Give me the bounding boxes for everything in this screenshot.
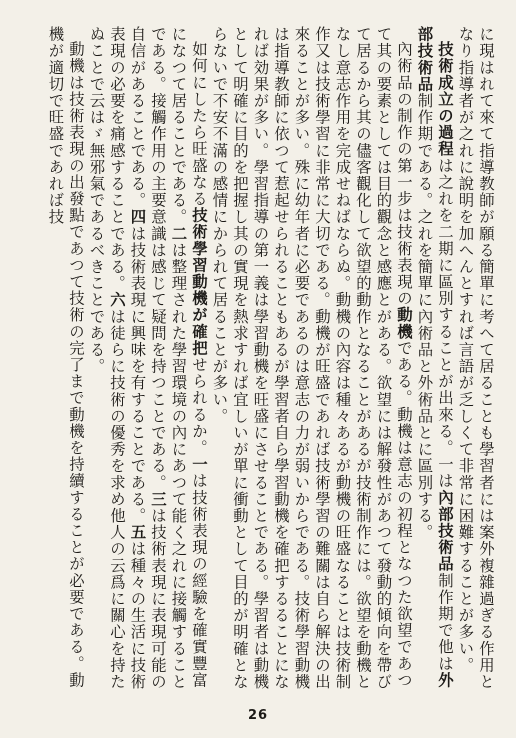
text-run: 制作期で他は bbox=[436, 572, 454, 673]
text-run: 動機は技術表現の出發點であつて技術の完了まで動機を持續することが必要である。動機が適切で旺盛であれば技 bbox=[46, 26, 85, 689]
text-run: せられるか。 bbox=[190, 356, 208, 457]
text-run: は整理された學習環境の內にあつて能く之れに接觸することである。接觸作用の主要意識は感じて疑問を持つことである。 bbox=[149, 26, 188, 691]
paragraph bbox=[455, 26, 496, 694]
text-run: は技術表現に表現可能の自信があることである。 bbox=[128, 26, 167, 691]
text-run: は技術表現に興味を有することである。 bbox=[128, 225, 147, 525]
bold-term: 五 bbox=[128, 524, 147, 541]
text-run: である。動機は意志の初程となつた欲望であつて其の要素としては目的觀念と感應とがある。欲望には解發性があつて發動的傾向を帶びて居るから其の儘客觀化して欲望的動作となることがあるが技術制作には。欲望を動機となし意志作用を完成せねばならぬ。動機の內容は種々あるが動機の旺盛なることは技術制作又は技術學習に非常に大切である。動機が旺盛であれば技術學習の難關は自ら解決の出來ることが多い。殊に幼年者に必要であるのは意志の力が弱いからである。技術學習動機は指導教師に依つて惹起せられることもあるが學習者自ら學習動機を確把するることになれば効果が多い。學習指導の第一義は學習動機を旺盛にさせることである。學習者は動機として明確に目的を把握し其の實現を熱求すれば宜しいが單に衝動として目的が明確とならないで不安不滿の感情にかられて居ることが多い。 bbox=[210, 26, 413, 690]
bold-term: 動機 bbox=[395, 307, 413, 341]
text-run: 內術品の制作の第一步は技術表現の bbox=[395, 41, 413, 307]
text-run: 如何にしたら旺盛なる bbox=[190, 41, 208, 208]
text-run: は種々の生活に技術表現の必要を痛感することである。 bbox=[108, 26, 147, 691]
paragraph bbox=[86, 26, 209, 694]
bold-term: 六 bbox=[108, 291, 126, 309]
body-text bbox=[10, 26, 496, 694]
text-run: に現はれて來て指導教師が願る簡單に考へて居ることも學習者には案外複雜過ぎる作用となり指導者が之れに說明を加へんとすれば言語が乏しくて非常に困難することが多い。 bbox=[456, 26, 495, 690]
bold-term: 三 bbox=[149, 490, 167, 508]
page-number: 26 bbox=[247, 708, 269, 723]
paragraph bbox=[209, 26, 414, 694]
bold-term: 四 bbox=[128, 208, 147, 226]
bold-term: 一 bbox=[190, 456, 208, 474]
paragraph bbox=[45, 26, 86, 694]
text-run: 制作期である。之れを簡單に內術品と外術品とに區別する。 bbox=[415, 92, 434, 541]
text-run: は之れを二期に區別することが出來る。一は bbox=[436, 157, 454, 490]
paragraph bbox=[414, 26, 455, 694]
bold-term: 內部技術品 bbox=[436, 489, 454, 573]
text-run: は技術表現の經驗を確實豐富になつて居ることである。 bbox=[169, 26, 208, 689]
text-run: は徒らに技術の優秀を求め他人の云爲に關心を持たぬことで云はゞ無邪氣であるべきことである。 bbox=[87, 26, 126, 691]
bold-term: 二 bbox=[169, 225, 188, 242]
bold-term: 技術學習動機が確把 bbox=[190, 207, 208, 357]
bold-term: 外部技術品 bbox=[415, 26, 454, 689]
bold-term: 技術成立の過程 bbox=[436, 41, 454, 158]
